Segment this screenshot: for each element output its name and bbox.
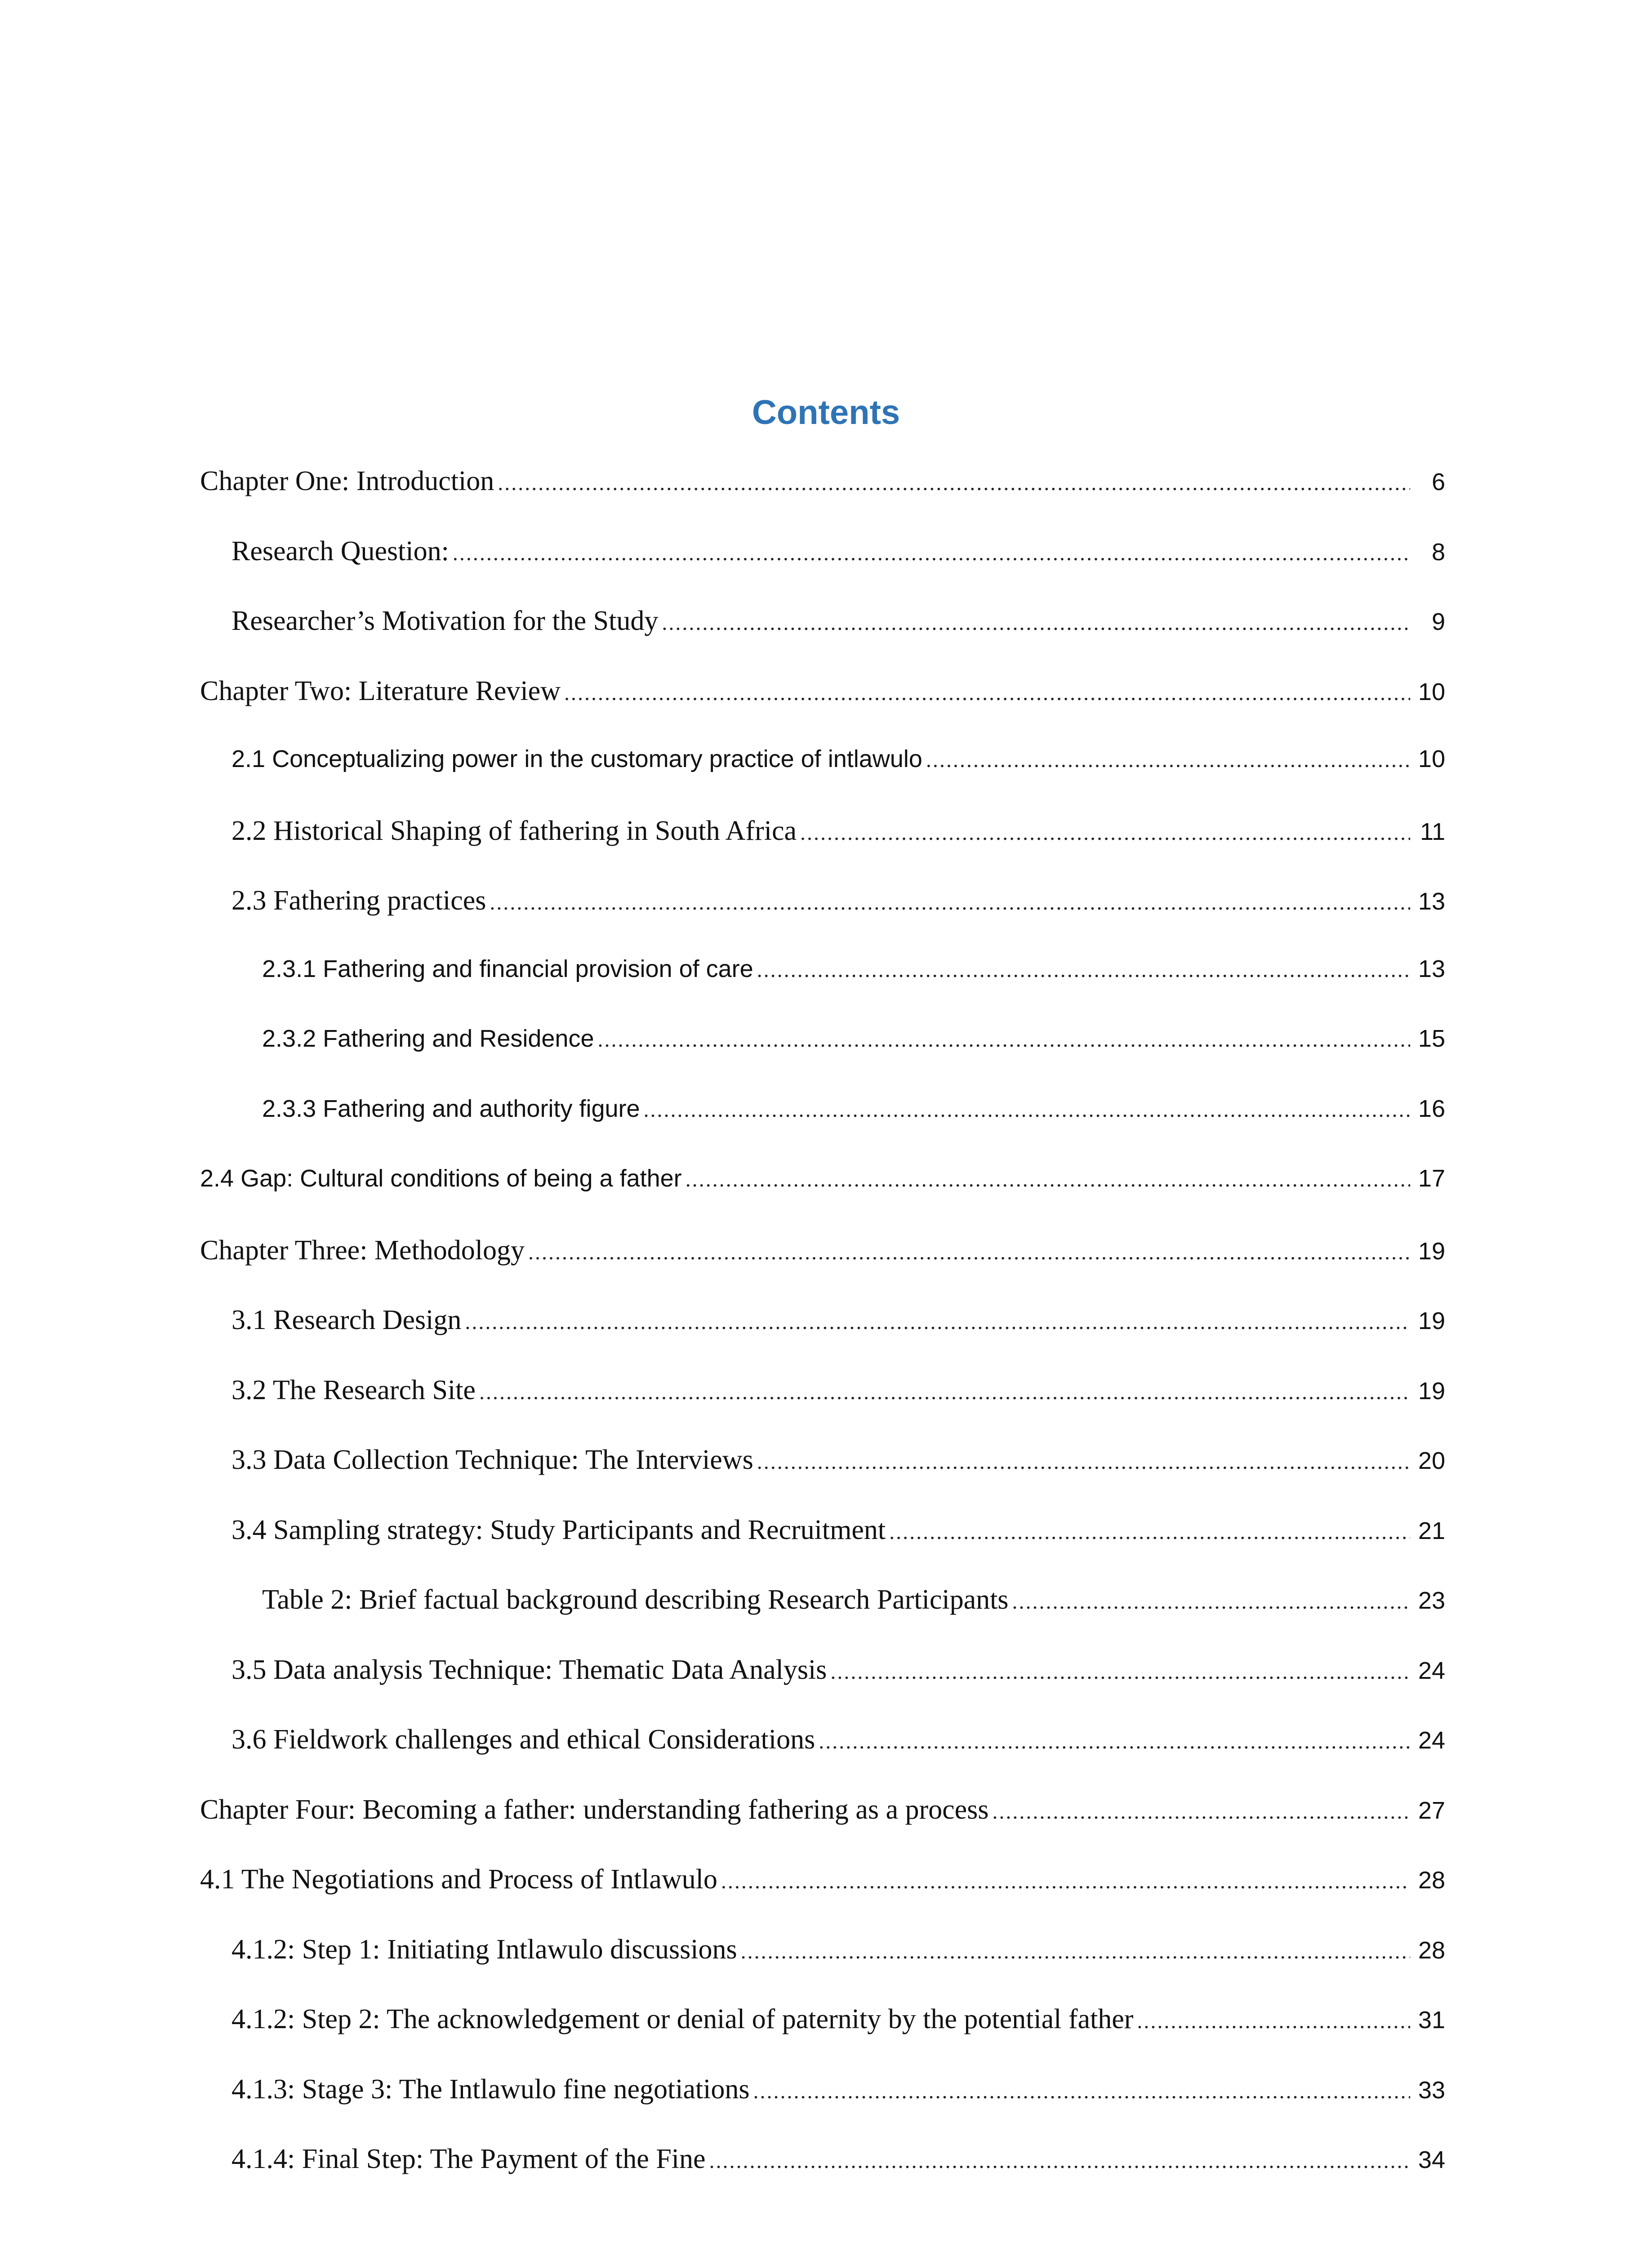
toc-page-number: 24 — [1418, 1727, 1445, 1754]
toc-entry-title: 2.3.3 Fathering and authority figure — [262, 1095, 640, 1122]
dot-leader — [830, 1659, 1410, 1684]
toc-page-number: 19 — [1418, 1237, 1445, 1265]
dot-leader — [721, 1869, 1410, 1894]
toc-entry-2-2[interactable] — [200, 815, 1445, 885]
toc-entry-title: 3.6 Fieldwork challenges and ethical Considerations — [232, 1724, 815, 1755]
toc-page-number: 10 — [1418, 678, 1445, 705]
toc-entry-2-3-2[interactable] — [200, 1025, 1445, 1095]
toc-page-number: 31 — [1418, 2007, 1445, 2034]
toc-page-number: 13 — [1418, 888, 1445, 915]
dot-leader — [498, 471, 1410, 495]
toc-entry-title: 3.1 Research Design — [232, 1305, 462, 1335]
dot-leader — [753, 2079, 1410, 2104]
toc-page-number: 19 — [1418, 1307, 1445, 1334]
toc-entry-title: 4.1 The Negotiations and Process of Intlawulo — [200, 1864, 717, 1895]
toc-entry-4-1-2-step-1[interactable] — [200, 1934, 1445, 2004]
toc-entry-2-3-1[interactable] — [200, 955, 1445, 1025]
dot-leader — [662, 611, 1410, 635]
toc-page-number: 24 — [1418, 1657, 1445, 1684]
toc-page-number: 11 — [1420, 818, 1445, 845]
toc-entry-title: 4.1.4: Final Step: The Payment of the Fine — [232, 2144, 706, 2174]
toc-page-number: 20 — [1418, 1447, 1445, 1474]
toc-entry-chapter-four[interactable] — [200, 1794, 1445, 1864]
toc-entry-title: 2.2 Historical Shaping of fathering in South Africa — [232, 815, 797, 846]
toc-entry-title: 4.1.2: Step 2: The acknowledgement or denial of paternity by the potential father — [232, 2004, 1134, 2034]
toc-entry-2-3[interactable] — [200, 885, 1445, 955]
dot-leader — [1012, 1589, 1410, 1614]
toc-entry-4-1-2-step-2[interactable] — [200, 2003, 1445, 2074]
toc-page-number: 23 — [1418, 1587, 1445, 1614]
dot-leader — [528, 1240, 1410, 1265]
toc-entry-2-4[interactable] — [200, 1164, 1445, 1235]
toc-page-number: 21 — [1418, 1517, 1445, 1544]
toc-entry-title: Researcher’s Motivation for the Study — [232, 606, 659, 636]
toc-page-number: 6 — [1431, 468, 1445, 495]
dot-leader — [889, 1520, 1410, 1544]
dot-leader — [992, 1799, 1410, 1824]
toc-entry-chapter-two[interactable] — [200, 675, 1445, 745]
toc-entry-2-1[interactable] — [200, 745, 1445, 815]
toc-entry-title: Chapter Three: Methodology — [200, 1235, 525, 1266]
toc-entry-4-1-4[interactable] — [200, 2143, 1445, 2213]
toc-page-number: 28 — [1418, 1936, 1445, 1964]
dot-leader — [741, 1939, 1410, 1964]
toc-entry-4-1[interactable] — [200, 1864, 1445, 1934]
toc-entry-2-3-3[interactable] — [200, 1095, 1445, 1165]
contents-heading: Contents — [752, 393, 900, 432]
toc-entry-title: 2.3.2 Fathering and Residence — [262, 1025, 594, 1052]
toc-entry-title: 3.3 Data Collection Technique: The Interviews — [232, 1445, 753, 1475]
toc-entry-title: 3.5 Data analysis Technique: Thematic Data Analysis — [232, 1654, 827, 1685]
toc-entry-title: 3.2 The Research Site — [232, 1374, 476, 1405]
dot-leader — [479, 1380, 1410, 1405]
dot-leader — [453, 541, 1410, 566]
toc-entry-title: Chapter One: Introduction — [200, 466, 494, 496]
dot-leader — [598, 1027, 1411, 1052]
toc-entry-chapter-three[interactable] — [200, 1235, 1445, 1305]
toc-entry-table-2[interactable] — [200, 1584, 1445, 1654]
dot-leader — [926, 748, 1410, 772]
toc-page-number: 8 — [1431, 538, 1445, 566]
toc-entry-title: 3.4 Sampling strategy: Study Participants and Recruitment — [232, 1514, 886, 1545]
toc-entry-3-3[interactable] — [200, 1444, 1445, 1514]
dot-leader — [757, 958, 1410, 982]
toc-entry-3-4[interactable] — [200, 1514, 1445, 1584]
toc-entry-3-2[interactable] — [200, 1374, 1445, 1445]
toc-entry-title: Chapter Two: Literature Review — [200, 675, 561, 706]
toc-page-number: 27 — [1418, 1797, 1445, 1824]
dot-leader — [686, 1167, 1410, 1192]
dot-leader — [465, 1310, 1410, 1334]
toc-entry-3-5[interactable] — [200, 1654, 1445, 1724]
toc-page-number: 13 — [1418, 955, 1445, 982]
toc-page-number: 28 — [1418, 1867, 1445, 1894]
toc-page-number: 9 — [1431, 608, 1445, 635]
toc-entry-3-1[interactable] — [200, 1304, 1445, 1374]
dot-leader — [644, 1097, 1410, 1122]
toc-page-number: 16 — [1418, 1095, 1445, 1122]
toc-entry-3-6[interactable] — [200, 1724, 1445, 1794]
toc-entry-title: Chapter Four: Becoming a father: understanding fathering as a process — [200, 1794, 989, 1825]
dot-leader — [1137, 2009, 1410, 2034]
toc-entry-chapter-one[interactable] — [200, 465, 1445, 535]
toc-entry-title: Research Question: — [232, 535, 449, 566]
toc-page-number: 34 — [1418, 2146, 1445, 2173]
dot-leader — [757, 1450, 1410, 1474]
toc-entry-title: 2.4 Gap: Cultural conditions of being a father — [200, 1165, 682, 1192]
dot-leader — [709, 2149, 1410, 2173]
dot-leader — [819, 1729, 1410, 1754]
toc-page-number: 19 — [1418, 1377, 1445, 1405]
toc-page-number: 17 — [1418, 1165, 1445, 1192]
toc-entry-4-1-3[interactable] — [200, 2074, 1445, 2144]
toc-page-number: 33 — [1418, 2076, 1445, 2104]
toc-entry-title: 2.3 Fathering practices — [232, 885, 486, 916]
dot-leader — [564, 681, 1410, 705]
toc-entry-title: Table 2: Brief factual background describing Research Participants — [262, 1584, 1009, 1615]
toc-entry-title: 4.1.2: Step 1: Initiating Intlawulo discussions — [232, 1934, 737, 1965]
toc-page-number: 15 — [1418, 1025, 1445, 1052]
toc-entry-research-question[interactable] — [200, 535, 1445, 606]
toc-entry-title: 4.1.3: Stage 3: The Intlawulo fine negotiations — [232, 2074, 750, 2105]
dot-leader — [490, 890, 1410, 915]
toc-entry-researcher-motivation[interactable] — [200, 605, 1445, 675]
toc-entry-title: 2.1 Conceptualizing power in the customary practice of intlawulo — [232, 745, 922, 772]
dot-leader — [800, 821, 1410, 845]
toc-page-number: 10 — [1418, 745, 1445, 772]
toc-entry-title: 2.3.1 Fathering and financial provision of care — [262, 955, 753, 982]
table-of-contents — [200, 465, 1445, 2213]
